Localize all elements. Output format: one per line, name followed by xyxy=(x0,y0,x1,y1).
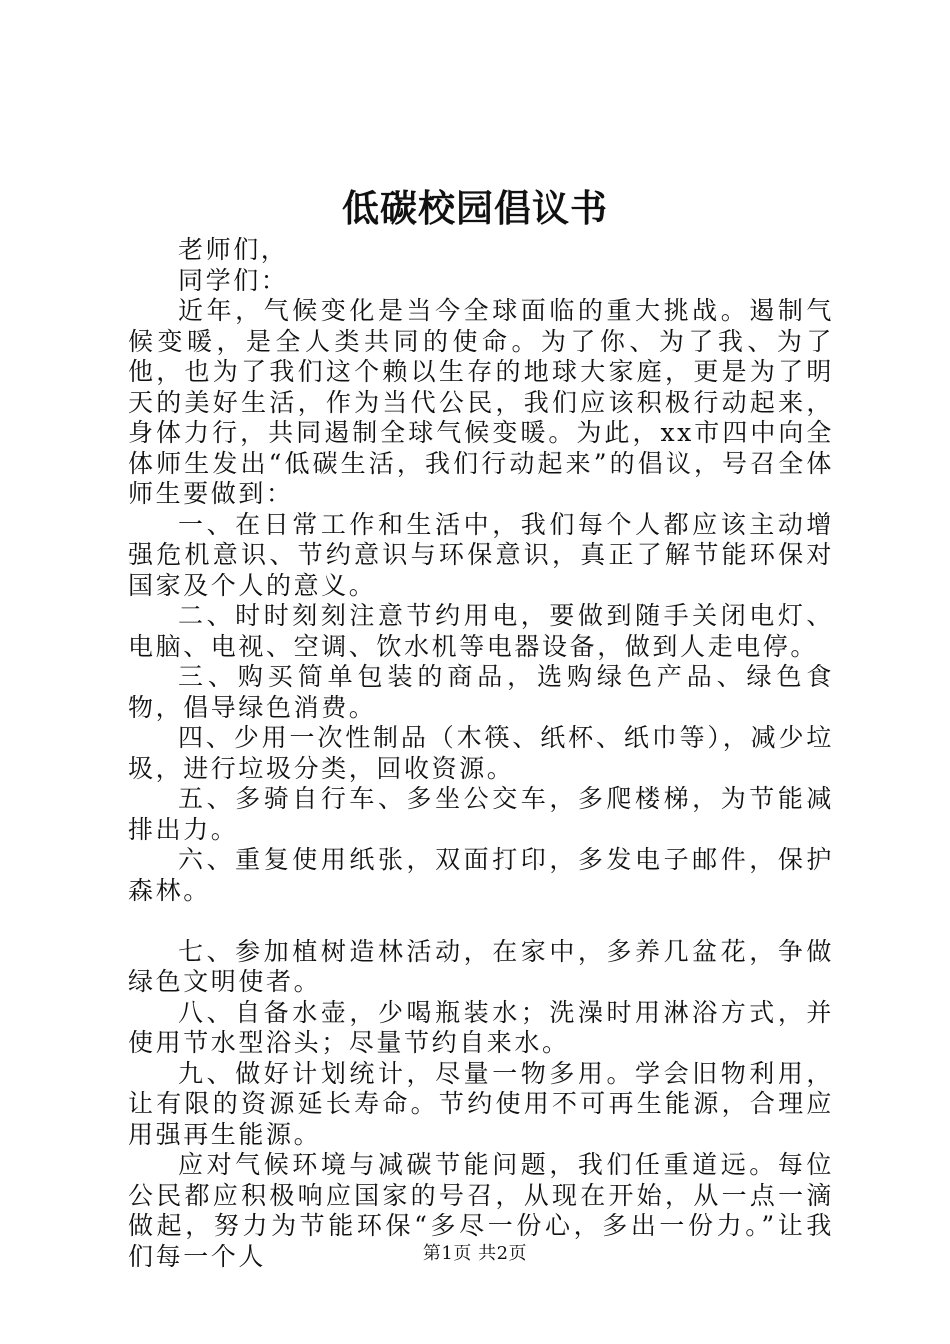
document-body xyxy=(128,235,834,1272)
paragraph-intro: 近年，气候变化是当今全球面临的重大挑战。遏制气候变暖，是全人类共同的使命。为了你、为了我、为了他，也为了我们这个赖以生存的地球大家庭，更是为了明天的美好生活，作为当代公民，我们应该积极行动起来，身体力行，共同遏制全球气候变暖。为此，xx市四中向全体师生发出“低碳生活，我们行动起来”的倡议，号召全体师生要做到： xyxy=(128,296,834,508)
paragraph-closing: 应对气候环境与减碳节能问题，我们任重道远。每位公民都应积极响应国家的号召，从现在开始，从一点一滴做起，努力为节能环保“多尽一份心，多出一份力。”让我们每一个人 xyxy=(128,1150,834,1271)
paragraph-item-2: 二、时时刻刻注意节约用电，要做到随手关闭电灯、电脑、电视、空调、饮水机等电器设备，做到人走电停。 xyxy=(128,601,834,661)
paragraph-item-4: 四、少用一次性制品（木筷、纸杯、纸巾等），减少垃圾，进行垃圾分类，回收资源。 xyxy=(128,723,834,783)
paragraph-item-8: 八、自备水壶，少喝瓶装水；洗澡时用淋浴方式，并使用节水型浴头；尽量节约自来水。 xyxy=(128,997,834,1057)
blank-line xyxy=(128,906,834,937)
paragraph-item-7: 七、参加植树造林活动，在家中，多养几盆花，争做绿色文明使者。 xyxy=(128,936,834,996)
salutation-teachers: 老师们， xyxy=(178,235,289,264)
salutation-students: 同学们： xyxy=(178,265,289,295)
paragraph-item-6: 六、重复使用纸张，双面打印，多发电子邮件，保护森林。 xyxy=(128,845,834,905)
paragraph-item-1: 一、在日常工作和生活中，我们每个人都应该主动增强危机意识、节约意识与环保意识，真正了解节能环保对国家及个人的意义。 xyxy=(128,509,834,600)
paragraph-item-3: 三、购买简单包装的商品，选购绿色产品、绿色食物，倡导绿色消费。 xyxy=(128,662,834,722)
page-footer: 第1页 共2页 xyxy=(422,1243,528,1264)
paragraph-item-5: 五、多骑自行车、多坐公交车，多爬楼梯，为节能减排出力。 xyxy=(128,784,834,844)
paragraph-item-9: 九、做好计划统计，尽量一物多用。学会旧物利用，让有限的资源延长寿命。节约使用不可再生能源，合理应用强再生能源。 xyxy=(128,1058,834,1149)
document-title: 低碳校园倡议书 xyxy=(342,186,608,230)
